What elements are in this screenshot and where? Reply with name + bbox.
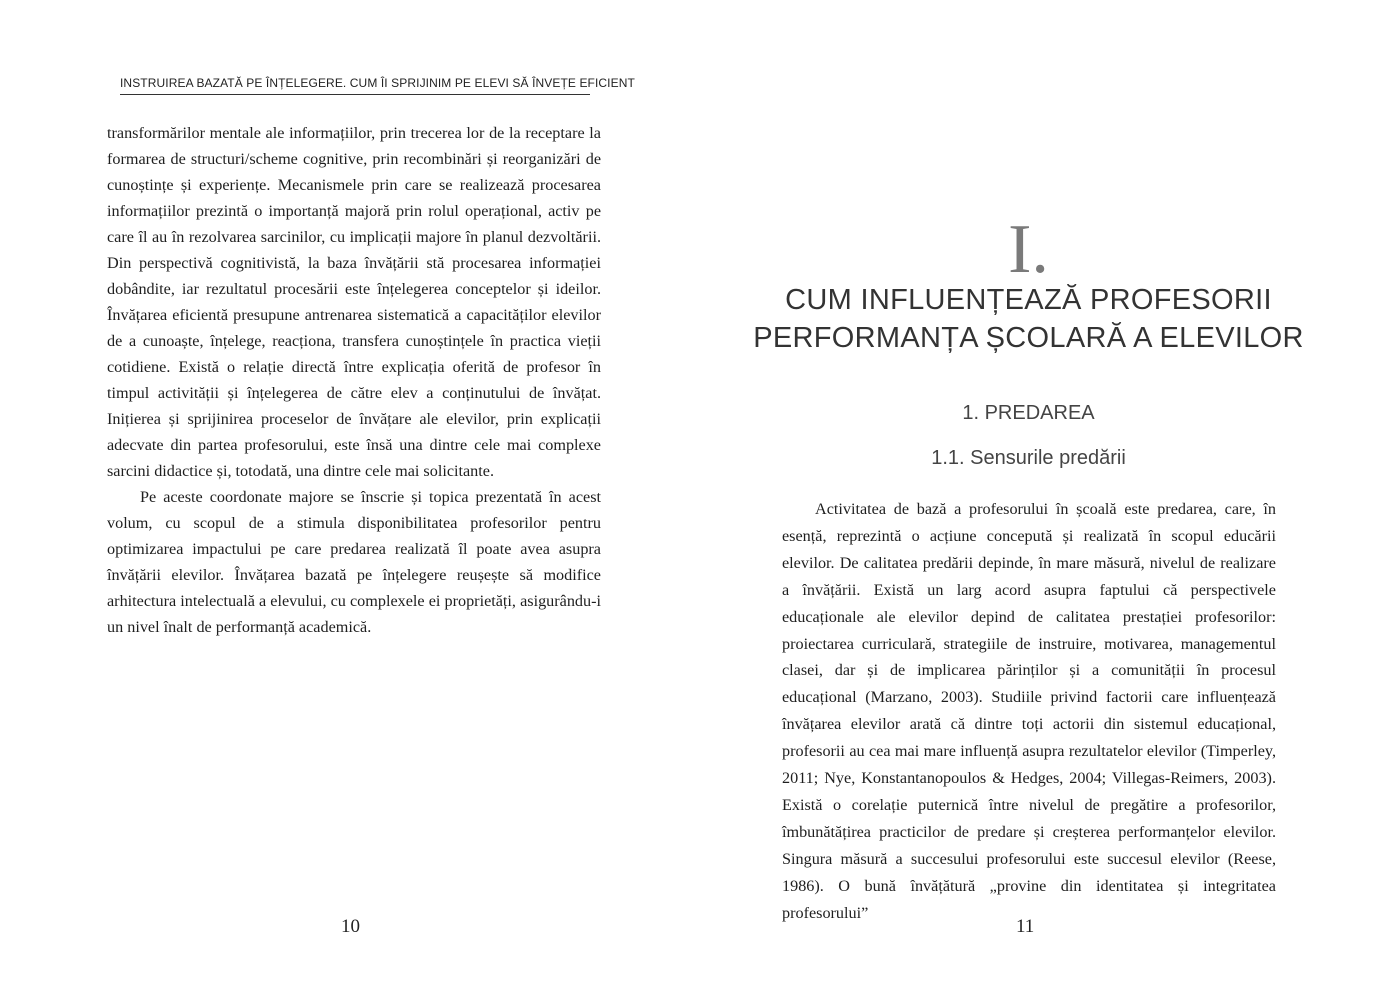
page-number-left: 10 (341, 916, 360, 937)
left-page (0, 0, 692, 1000)
chapter-title-line-2: PERFORMANȚA ȘCOLARĂ A ELEVILOR (753, 322, 1304, 354)
left-paragraph-2: Pe aceste coordonate majore se înscrie și topica prezentată în acest volum, cu scopul de a stimula disponibilitatea profesorilor pentru optimizarea impactului pe care predarea realizată îl poate avea asupra învățării elevilor. Învățarea bazată pe înțelegere reușește să modifice arhitectura intelectuală a elevului, cu complexele ei proprietăți, asigurându-i un nivel înalt de performanță academică. (107, 488, 601, 636)
chapter-title (692, 281, 1365, 357)
chapter-title-line-1: CUM INFLUENȚEAZĂ PROFESORII (785, 284, 1272, 316)
chapter-numeral: I. (1008, 211, 1049, 288)
section-heading: 1. PREDAREA (962, 402, 1095, 424)
page-number-right: 11 (1016, 916, 1035, 937)
right-paragraph-1: Activitatea de bază a profesorului în școală este predarea, care, în esență, reprezintă o acțiune concepută și realizată în scopul educării elevilor. De calitatea predării depinde, în mare măsură, nivelul de realizare a învățării. Există un larg acord asupra faptului că perspectivele educaționale ale elevilor depind de calitatea prestației profesorilor: proiectarea curriculară, strategiile de instruire, motivarea, managementul clasei, dar și de implicarea părinților și a comunității în procesul educațional (Marzano, 2003). Studiile privind factorii care influențează învățarea elevilor arată că dintre toți actorii din sistemul educațional, profesorii au cea mai mare influență asupra rezultatelor elevilor (Timperley, 2011; Nye, Konstantanopoulos & Hedges, 2004; Villegas-Reimers, 2003). Există o corelație puternică între nivelul de pregătire a profesorilor, îmbunătățirea practicilor de predare și creșterea performanțelor elevilor. Singura măsură a succesului profesorului este succesul elevilor (Reese, 1986). O bună învățătură „provine din identitatea și integritatea profesorului” (782, 500, 1276, 922)
running-header: INSTRUIREA BAZATĂ PE ÎNȚELEGERE. CUM ÎI SPRIJINIM PE ELEVI SĂ ÎNVEȚE EFICIENT (120, 76, 590, 95)
left-paragraph-1: transformărilor mentale ale informațiilor, prin trecerea lor de la receptare la formarea de structuri/scheme cognitive, prin recombinări și reorganizări de cunoștințe și experiențe. Mecanismele prin care se realizează procesarea informațiilor prezintă o importanță majoră prin rolul operațional, activ pe care îl au în rezolvarea sarcinilor, cu implicații majore în planul dezvoltării. Din perspectivă cognitivistă, la baza învățării stă procesarea informației dobândite, iar rezultatul procesării este înțelegerea conceptelor și ideilor. Învățarea eficientă presupune antrenarea sistematică a capacităților elevilor de a cunoaște, înțelege, reacționa, transfera cunoștințele în practica vieții cotidiene. Există o relație directă între explicația oferită de profesor în timpul activității și înțelegerea de către elev a conținutului de învățat. Inițierea și sprijinirea proceselor de învățare ale elevilor, prin explicații adecvate din partea profesorului, este însă una dintre cele mai complexe sarcini didactice și, totodată, una dintre cele mai solicitante. (107, 124, 601, 480)
left-body-text (107, 120, 601, 640)
subsection-heading: 1.1. Sensurile predării (931, 447, 1126, 469)
